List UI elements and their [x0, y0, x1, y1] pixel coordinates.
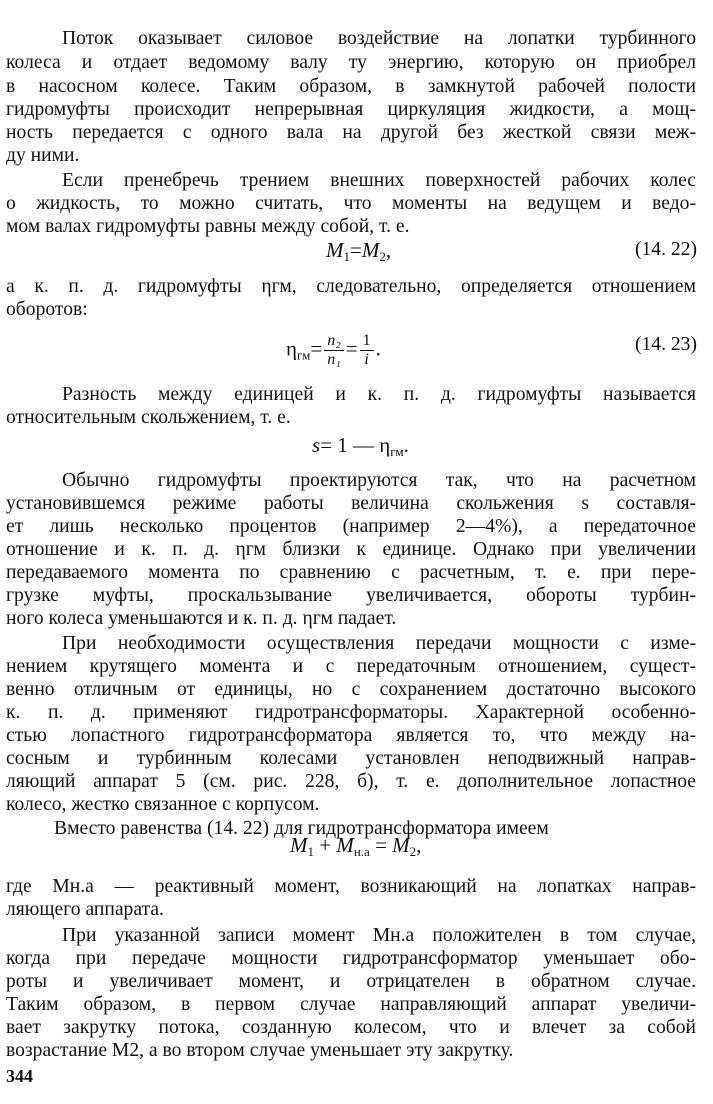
text-line: к. п. д. применяют гидротрансформаторы. Характерной особенно- — [6, 702, 696, 723]
fraction: $\frac{\text{n₂}}{\text{n₁}}$ — [324, 332, 344, 369]
text-line: ляющий аппарат 5 (см. рис. 228, б), т. е. дополнительное лопастное — [6, 771, 696, 792]
text-line: Таким образом, в первом случае направляющий аппарат увеличи- — [6, 994, 696, 1015]
equation-number: (14. 23) — [634, 334, 697, 355]
equation-number: (14. 22) — [634, 239, 697, 260]
text-line: а к. п. д. гидромуфты ηгм, следовательно, определяется отношением — [6, 276, 696, 297]
equation-14-22: $M_1=M_2$, — [326, 238, 392, 264]
text-line: отношение и к. п. д. ηгм близки к единице. Однако при увеличении — [6, 539, 696, 560]
text-line: ляющего аппарата. — [6, 899, 164, 920]
text-line: ного колеса уменьшаются и к. п. д. ηгм падает. — [6, 608, 397, 629]
equation-torque: $M_1 + M_{н.а} = M_2$, — [290, 833, 422, 859]
equation-14-23: $\eta_{гм}=$ $\frac{\text{n₂}}{\text{n₁}}$ = $\frac{1}{i}$ . — [286, 332, 381, 368]
text-line: где Mн.а — реактивный момент, возникающий на лопатках направ- — [6, 876, 696, 897]
text-line: нением крутящего момента и с передаточным отношением, сущест- — [6, 656, 696, 677]
text-line: о жидкость, то можно считать, что моменты на ведущем и ведо- — [6, 193, 696, 214]
text-line: ность передается с одного вала на другой без жесткой связи меж- — [6, 122, 696, 143]
fraction: $\frac{1}{i}$ — [360, 332, 374, 369]
page-number: 344 — [6, 1066, 33, 1086]
text-line: установившемся режиме работы величина скольжения s составля- — [6, 493, 696, 514]
text-line: мом валах гидромуфты равны между собой, т. е. — [6, 216, 410, 237]
text-line: При указанной записи момент Mн.а положителен в том случае, — [62, 925, 696, 946]
text-line: оборотов: — [6, 299, 88, 320]
text-line: Вместо равенства (14. 22) для гидротрансформатора имеем — [54, 818, 549, 839]
text-line: колесо, жестко связанное с корпусом. — [6, 794, 320, 815]
text-line: венно отличным от единицы, но с сохранением достаточно высокого — [6, 679, 696, 700]
text-line: колеса и отдает ведомому валу ту энергию, которую он приобрел — [6, 52, 696, 73]
text-line: сосным и турбинным колесами установлен неподвижный направ- — [6, 748, 696, 769]
text-line: ду ними. — [6, 145, 80, 166]
text-line: относительным скольжением, т. е. — [6, 407, 291, 428]
text-line: когда при передаче мощности гидротрансформатор уменьшает обо- — [6, 948, 696, 969]
text-line: возрастание M2, а во втором случае уменьшает эту закрутку. — [6, 1040, 514, 1061]
text-line: Обычно гидромуфты проектируются так, что на расчетном — [62, 470, 696, 491]
text-line: Разность между единицей и к. п. д. гидромуфты называется — [62, 384, 696, 405]
text-line: роты и увеличивает момент, и отрицателен в обратном случае. — [6, 971, 696, 992]
text-line: в насосном колесе. Таким образом, в замкнутой рабочей полости — [6, 76, 696, 97]
text-line: Поток оказывает силовое воздействие на лопатки турбинного — [62, 28, 696, 49]
text-line: грузке муфты, проскальзывание увеличивается, обороты турбин- — [6, 585, 696, 606]
text-line: стью лопастного гидротрансформатора является то, что между на- — [6, 725, 696, 746]
text-line: Если пренебречь трением внешних поверхностей рабочих колес — [62, 170, 696, 191]
text-line: ет лишь несколько процентов (например 2—4%), а передаточное — [6, 516, 696, 537]
text-line: передаваемого момента по сравнению с расчетным, т. е. при пере- — [6, 562, 696, 583]
text-line: При необходимости осуществления передачи мощности с изме- — [62, 633, 696, 654]
text-line: вает закрутку потока, созданную колесом, что и влечет за собой — [6, 1017, 696, 1038]
text-line: гидромуфты происходит непрерывная циркуляция жидкости, а мощ- — [6, 99, 696, 120]
equation-slip: s= 1 — $\eta_{гм}$. — [312, 433, 409, 459]
